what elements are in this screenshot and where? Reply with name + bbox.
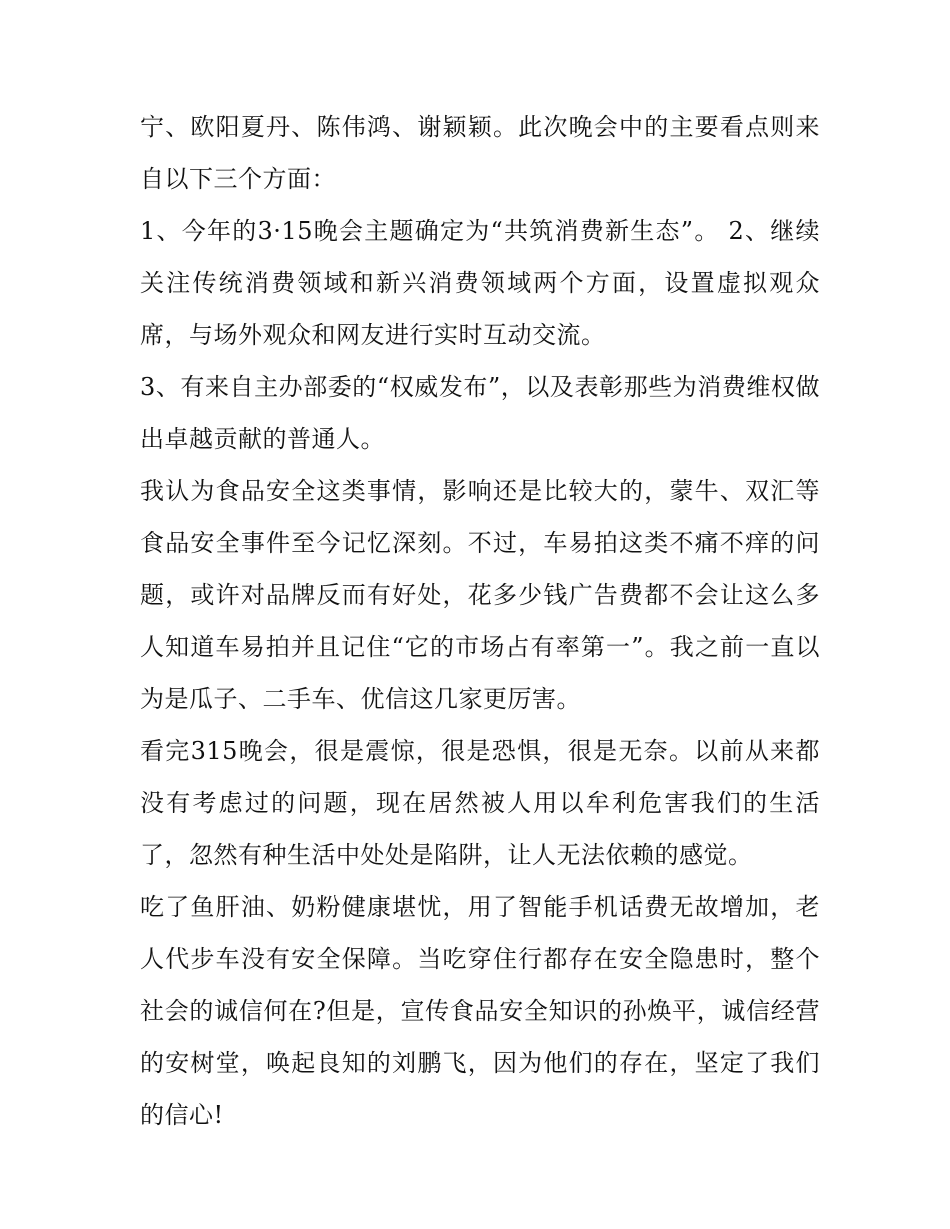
paragraph-conclusion: 吃了鱼肝油、奶粉健康堪忧，用了智能手机话费无故增加，老人代步车没有安全保障。当吃穿住行都存在安全隐患时，整个社会的诚信何在?但是，宣传食品安全知识的孙焕平，诚信经营的安树堂，唤起良知的刘鹏飞，因为他们的存在，坚定了我们的信心!: [140, 893, 820, 1129]
paragraph-intro: 宁、欧阳夏丹、陈伟鸿、谢颖颖。此次晚会中的主要看点则来自以下三个方面：: [140, 113, 820, 193]
paragraph-food-safety: 我认为食品安全这类事情，影响还是比较大的，蒙牛、双汇等食品安全事件至今记忆深刻。不过，车易拍这类不痛不痒的问题，或许对品牌反而有好处，花多少钱广告费都不会让这么多人知道车易拍并且记住“它的市场占有率第一”。我之前一直以为是瓜子、二手车、优信这几家更厉害。: [140, 477, 820, 713]
document-body: [140, 101, 820, 1141]
paragraph-reaction: 看完315晚会，很是震惊，很是恐惧，很是无奈。以前从来都没有考虑过的问题，现在居然被人用以牟利危害我们的生活了，忽然有种生活中处处是陷阱，让人无法依赖的感觉。: [140, 737, 820, 869]
paragraph-point-3: 3、有来自主办部委的“权威发布”，以及表彰那些为消费维权做出卓越贡献的普通人。: [140, 373, 820, 453]
paragraph-point-1-2: 1、今年的3·15晚会主题确定为“共筑消费新生态”。 2、继续关注传统消费领域和新兴消费领域两个方面，设置虚拟观众席，与场外观众和网友进行实时互动交流。: [140, 217, 820, 349]
